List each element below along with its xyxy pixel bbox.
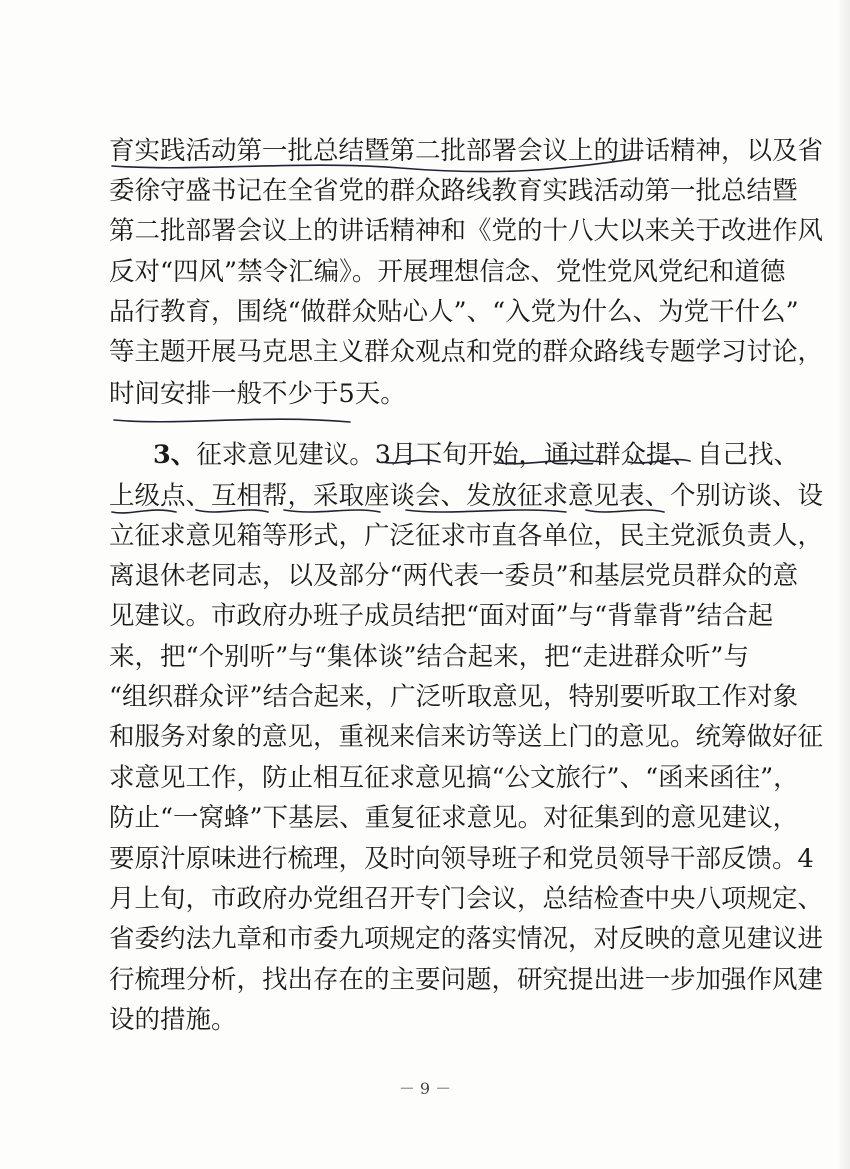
paragraph-line: 行梳理分析，找出存在的主要问题，研究提出进一步加强作风建 (109, 965, 824, 995)
paragraph-line: “组织群众评”结合起来，广泛听取意见，特别要听取工作对象 (109, 682, 799, 712)
paragraph-line: 求意见工作，防止相互征求意见搞“公文旅行”、“函来函往”， (109, 763, 799, 793)
scan-edge-shadow (836, 0, 850, 1169)
paragraph-line: 要原汁原味进行梳理，及时向领导班子和党员领导干部反馈。4 (109, 844, 814, 874)
paragraph-line: 反对“四风”禁令汇编》。开展理想信念、党性党风党纪和道德 (109, 257, 786, 287)
paragraph-line: 来，把“个别听”与“集体谈”结合起来，把“走进群众听”与 (109, 642, 749, 672)
section-text: 征求意见建议。3月下旬开始，通过群众提、自己找、 (196, 440, 799, 470)
underline-mark (114, 419, 350, 422)
paragraph-line: 立征求意见箱等形式，广泛征求市直各单位，民主党派负责人， (109, 521, 824, 551)
paragraph-line: 育实践活动第一批总结暨第二批部署会议上的讲话精神，以及省 (109, 136, 824, 166)
section-number: 3、 (153, 440, 197, 470)
paragraph-line: 品行教育，围绕“做群众贴心人”、“入党为什么、为党干什么” (109, 297, 799, 327)
section-heading-line (153, 436, 799, 476)
paragraph-line: 月上旬，市政府办党组召开专门会议，总结检查中央八项规定、 (109, 884, 824, 914)
paragraph-line: 上级点、互相帮，采取座谈会、发放征求意见表、个别访谈、设 (109, 481, 824, 511)
paragraph-line: 委徐守盛书记在全省党的群众路线教育实践活动第一批总结暨 (109, 176, 798, 206)
paragraph-line: 时间安排一般不少于5天。 (109, 379, 406, 409)
paragraph-line: 设的措施。 (109, 1005, 237, 1035)
paragraph-line: 等主题开展马克思主义群众观点和党的群众路线专题学习讨论， (109, 337, 824, 367)
paragraph-line: 第二批部署会议上的讲话精神和《党的十八大以来关于改进作风 (109, 216, 824, 246)
page-number: － 9 － (398, 1079, 452, 1098)
paragraph-line: 见建议。市政府办班子成员结把“面对面”与“背靠背”结合起 (109, 601, 774, 631)
paragraph-line: 防止“一窝蜂”下基层、重复征求意见。对征集到的意见建议， (109, 803, 799, 833)
paragraph-line: 离退休老同志，以及部分“两代表一委员”和基层党员群众的意 (109, 561, 799, 591)
paragraph-line: 省委约法九章和市委九项规定的落实情况，对反映的意见建议进 (109, 924, 824, 954)
paragraph-line: 和服务对象的意见，重视来信来访等送上门的意见。统筹做好征 (109, 722, 824, 752)
